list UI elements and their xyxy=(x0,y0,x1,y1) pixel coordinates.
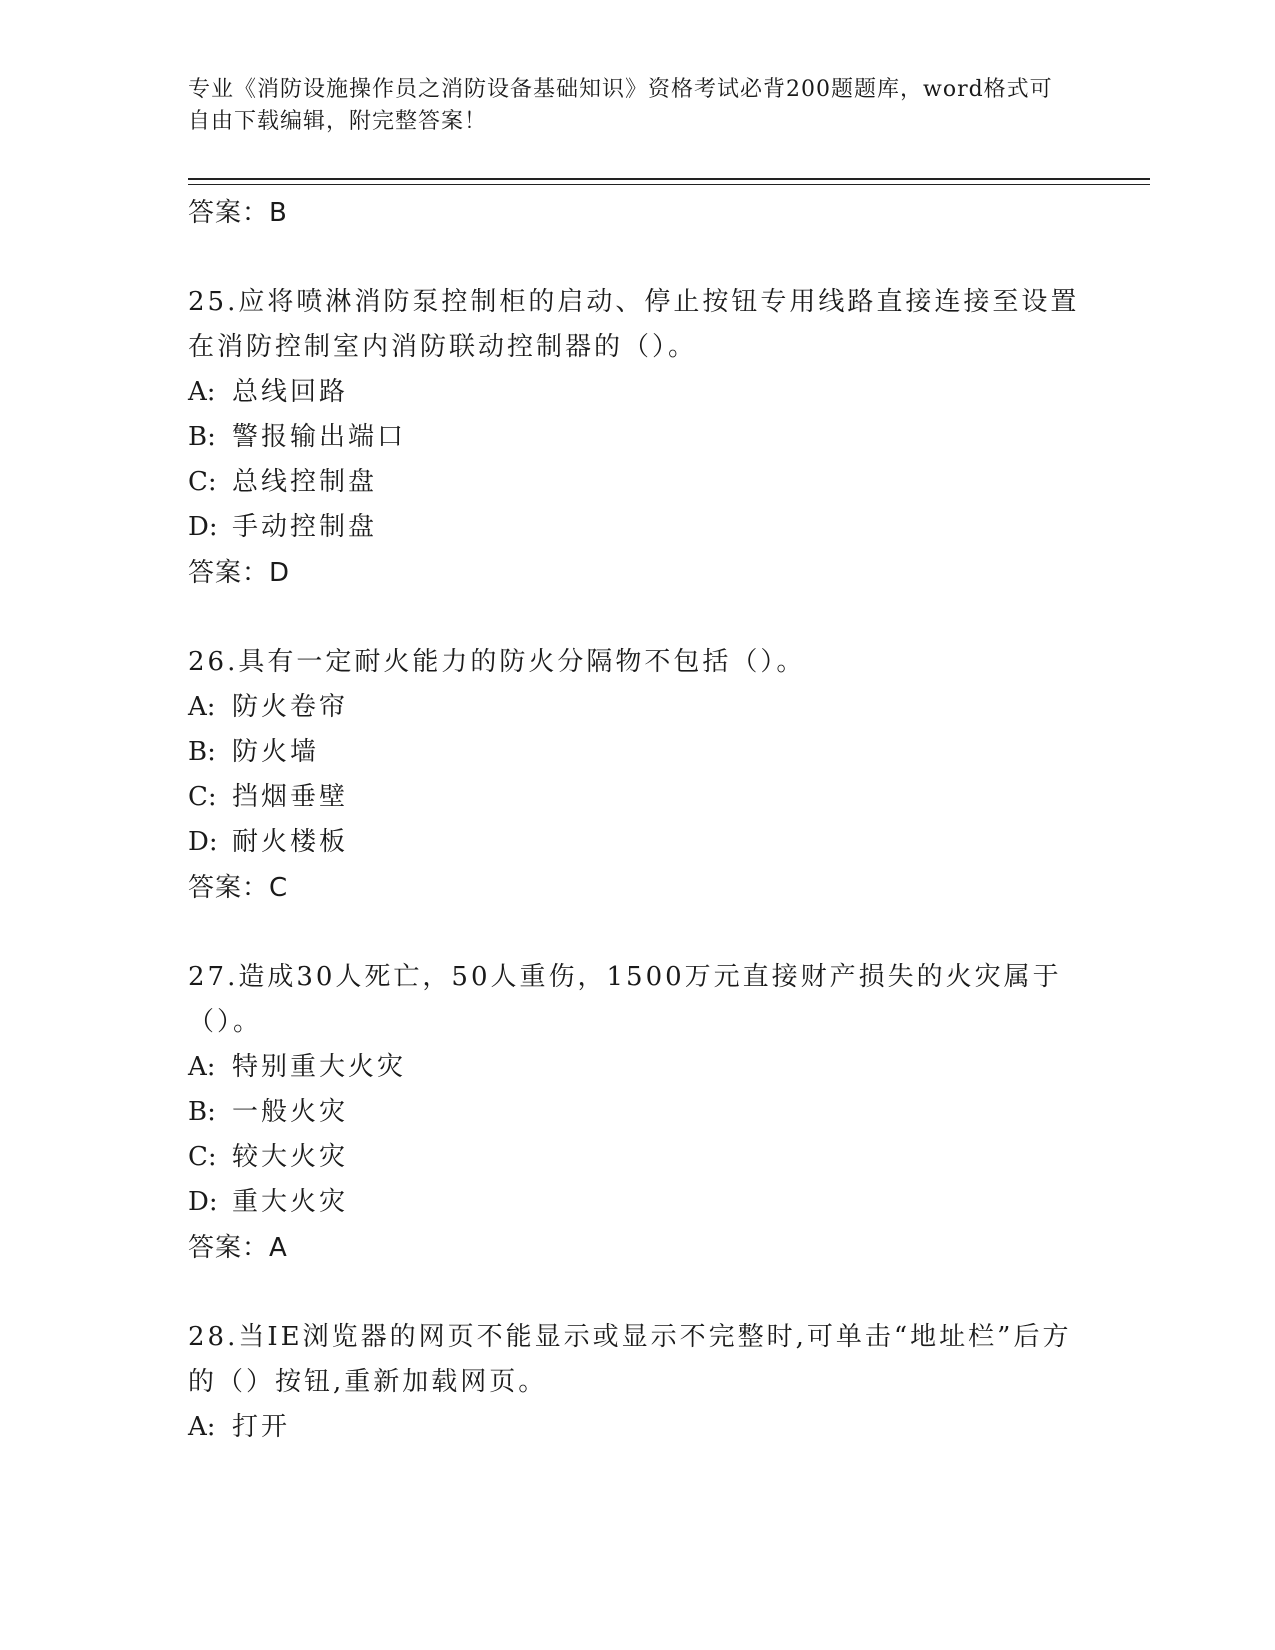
answer-line xyxy=(188,1225,1088,1271)
answer-label: 答案： xyxy=(188,1233,270,1263)
option-c xyxy=(188,460,1088,505)
document-header: 专业《消防设施操作员之消防设备基础知识》资格考试必背200题题库，word格式可自由下载编辑，附完整答案！ xyxy=(188,77,1053,134)
option-a xyxy=(188,370,1088,415)
option-b xyxy=(188,1090,1088,1135)
question-block xyxy=(188,1315,1088,1450)
question-stem: 26.具有一定耐火能力的防火分隔物不包括（）。 xyxy=(188,647,806,677)
answer-value: B xyxy=(269,198,287,228)
option-text: 防火墙 xyxy=(232,737,320,767)
question-stem: 27.造成30人死亡，50人重伤，1500万元直接财产损失的火灾属于（）。 xyxy=(188,962,1062,1037)
option-text: 总线控制盘 xyxy=(232,467,378,497)
option-letter: B: xyxy=(188,1097,216,1127)
option-d xyxy=(188,820,1088,865)
option-a xyxy=(188,1045,1088,1090)
header-divider-thin xyxy=(188,184,1150,185)
header-divider xyxy=(188,178,1150,180)
answer-value: D xyxy=(269,558,290,588)
answer-line xyxy=(188,865,1088,911)
answer-label: 答案： xyxy=(188,873,270,903)
option-text: 打开 xyxy=(232,1412,291,1442)
answer-label: 答案： xyxy=(188,198,270,228)
option-letter: D: xyxy=(188,827,218,857)
answer-value: A xyxy=(269,1233,287,1263)
option-b xyxy=(188,730,1088,775)
option-text: 总线回路 xyxy=(232,377,349,407)
question-stem: 25.应将喷淋消防泵控制柜的启动、停止按钮专用线路直接连接至设置在消防控制室内消防联动控制器的（）。 xyxy=(188,287,1080,362)
option-a xyxy=(188,1405,1088,1450)
option-letter: A: xyxy=(188,692,216,722)
option-text: 一般火灾 xyxy=(232,1097,349,1127)
option-text: 防火卷帘 xyxy=(232,692,349,722)
option-text: 挡烟垂壁 xyxy=(232,782,349,812)
answer-label: 答案： xyxy=(188,558,270,588)
option-letter: A: xyxy=(188,377,216,407)
option-text: 警报输出端口 xyxy=(232,422,407,452)
option-letter: B: xyxy=(188,737,216,767)
option-a xyxy=(188,685,1088,730)
question-block xyxy=(188,640,1088,911)
option-text: 手动控制盘 xyxy=(232,512,378,542)
option-letter: D: xyxy=(188,1187,218,1217)
option-text: 重大火灾 xyxy=(232,1187,349,1217)
question-stem: 28.当IE浏览器的网页不能显示或显示不完整时,可单击“地址栏”后方的（）按钮,重新加载网页。 xyxy=(188,1322,1072,1397)
question-block xyxy=(188,955,1088,1271)
option-letter: B: xyxy=(188,422,216,452)
option-letter: C: xyxy=(188,782,217,812)
option-c xyxy=(188,775,1088,820)
option-text: 特别重大火灾 xyxy=(232,1052,407,1082)
answer-value: C xyxy=(269,873,288,903)
answer-line xyxy=(188,190,1088,236)
question-list xyxy=(188,190,1088,1450)
option-b xyxy=(188,415,1088,460)
option-text: 耐火楼板 xyxy=(232,827,349,857)
option-letter: A: xyxy=(188,1052,216,1082)
option-d xyxy=(188,1180,1088,1225)
question-block xyxy=(188,280,1088,596)
option-text: 较大火灾 xyxy=(232,1142,349,1172)
option-letter: C: xyxy=(188,467,217,497)
option-d xyxy=(188,505,1088,550)
option-letter: C: xyxy=(188,1142,217,1172)
option-c xyxy=(188,1135,1088,1180)
option-letter: D: xyxy=(188,512,218,542)
option-letter: A: xyxy=(188,1412,216,1442)
answer-line xyxy=(188,550,1088,596)
